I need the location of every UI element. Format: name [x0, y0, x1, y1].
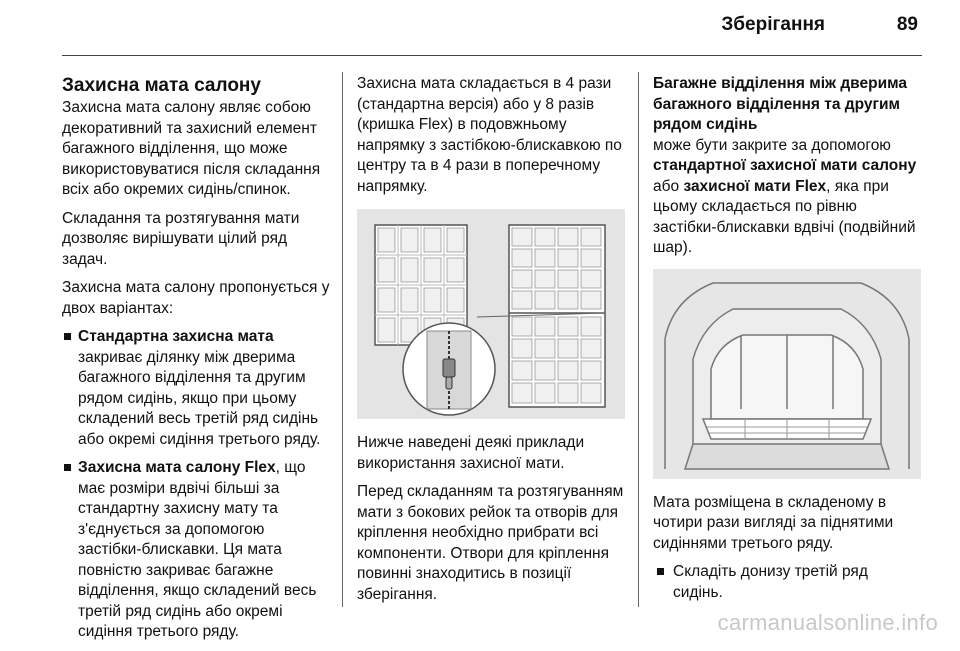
trunk-mat-illustration: [653, 269, 921, 479]
text-run-bold: стандартної захисної мати салону: [653, 157, 917, 174]
header-rule: [62, 55, 922, 56]
column-1: [62, 74, 330, 651]
paragraph: Захисна мата складається в 4 рази (стандартна версія) або у 8 разів (кришка Flex) в подовжньому напрямку з застібкою-блискавкою по центру та в 4 рази в поперечному напрямку.: [357, 75, 622, 195]
subsection-heading: Багажне відділення між дверима багажного відділення та другим рядом сидінь: [653, 75, 908, 133]
paragraph: Мата розміщена в складеному в чотири рази вигляді за піднятими сидіннями третього ряду.: [653, 493, 894, 552]
paragraph: Нижче наведені деякі приклади використання захисної мати.: [357, 434, 585, 472]
column-3: [653, 74, 921, 611]
paragraph: Захисна мата салону являє собою декоративний та захисний елемент багажного відділення, що може використовуватися після складання всіх або окремих сидінь/спинок.: [62, 99, 321, 198]
paragraph: [653, 136, 921, 259]
column-divider-2: [638, 72, 639, 607]
bullet-text: Складіть донизу третій ряд сидінь.: [673, 563, 868, 601]
bullet-item-standard-mat: [62, 327, 330, 450]
watermark: carmanualsonline.info: [717, 610, 938, 635]
paragraph: Складання та розтягування мати дозволяє вирішувати цілий ряд задач.: [62, 209, 300, 268]
header-title: Зберігання: [721, 14, 825, 35]
bullet-item-fold-seats: [653, 562, 921, 603]
mat-folding-illustration: [357, 209, 625, 419]
text-run: або: [653, 177, 684, 195]
text-run: може бути закрите за допомогою: [653, 136, 891, 154]
text-run-bold: захисної мати Flex: [683, 177, 827, 195]
section-heading: Захисна мата салону: [62, 75, 261, 96]
paragraph: Захисна мата салону пропонується у двох варіантах:: [62, 279, 330, 317]
bullet-bold-label: Захисна мата салону Flex: [78, 459, 276, 476]
bullet-item-flex-mat: [62, 458, 330, 643]
bullet-square-icon: [64, 333, 71, 340]
column-2: [357, 74, 625, 613]
bullet-bold-label: Стандартна захисна мата: [78, 328, 274, 345]
bullet-text: , що має розміри вдвічі більші за стандартну захисну мату та з'єднується за допомогою застібки-блискавки. Ця мата повністю закриває багажне відділення, якщо складений весь третій ряд сидінь або окремі сидіння третього ряду.: [78, 459, 317, 640]
column-divider-1: [342, 72, 343, 607]
paragraph: Перед складанням та розтягуванням мати з бокових рейок та отворів для кріплення необхідно прибрати всі компоненти. Отвори для кріплення повинні знаходитись в позиції зберігання.: [357, 483, 624, 603]
bullet-text: закриває ділянку між дверима багажного відділення та другим рядом сидінь, якщо при цьому складений весь третій ряд сидінь або окремі сидіння третього ряду.: [78, 348, 321, 448]
bullet-square-icon: [64, 464, 71, 471]
bullet-square-icon: [657, 568, 664, 575]
text-run: , яка при цьому складається по рівню застібки-блискавки вдвічі (подвійний шар).: [653, 177, 916, 256]
page-number: 89: [896, 14, 918, 35]
